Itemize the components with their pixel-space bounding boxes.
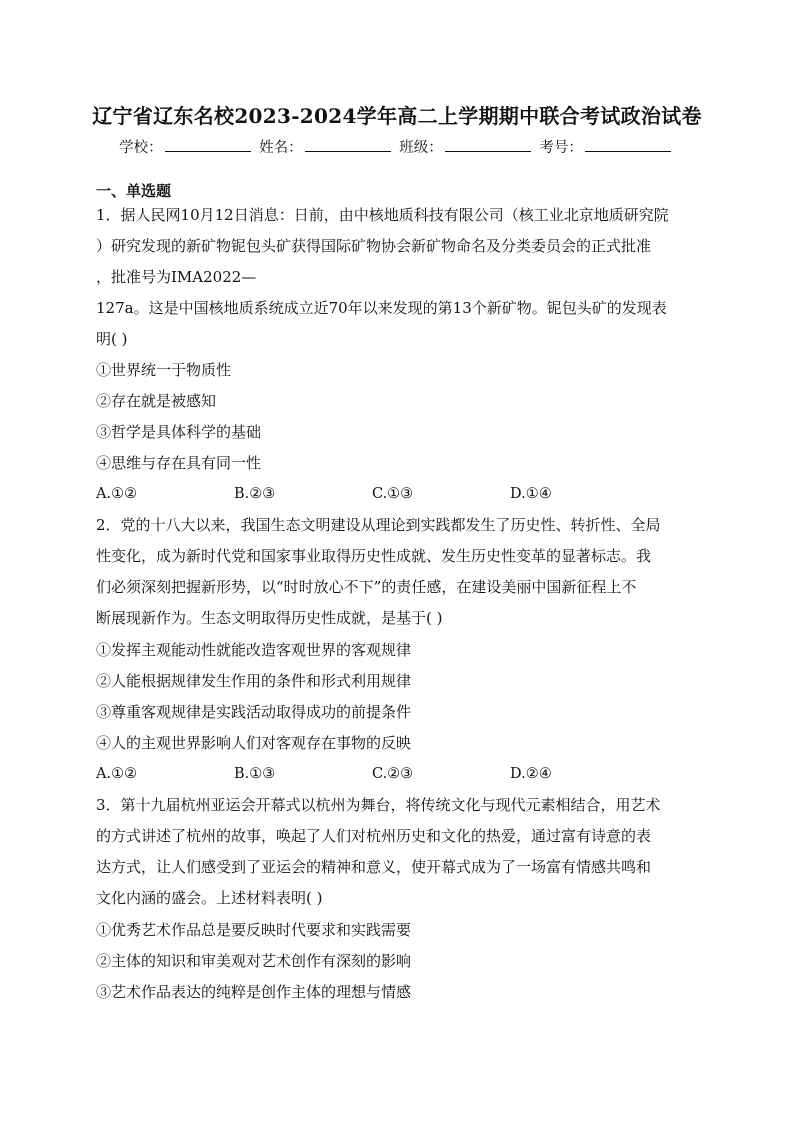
- student-info-row: [0, 136, 794, 157]
- q2-stem-line: 们必须深刻把握新形势，以“时时放心不下”的责任感，在建设美丽中国新征程上不: [96, 578, 637, 596]
- q2-option-a[interactable]: A.①②: [96, 766, 138, 782]
- q1-stem-line: 明( ): [96, 330, 128, 348]
- q3-stem-line: 的方式讲述了杭州的故事，唤起了人们对杭州历史和文化的热爱，通过富有诗意的表: [96, 827, 652, 845]
- q2-stem-line: 性变化，成为新时代党和国家事业取得历史性成就、发生历史性变革的显著标志。我: [96, 547, 652, 565]
- q2-stem-line: 断展现新作为。生态文明取得历史性成就，是基于( ): [96, 609, 443, 627]
- q2-item: ③尊重客观规律是实践活动取得成功的前提条件: [96, 703, 412, 721]
- q3-stem-line: 文化内涵的盛会。上述材料表明( ): [96, 889, 323, 907]
- q3-stem-line: 达方式，让人们感受到了亚运会的精神和意义，使开幕式成为了一场富有情感共鸣和: [96, 858, 652, 876]
- q1-stem-line: ）研究发现的新矿物铌包头矿获得国际矿物协会新矿物命名及分类委员会的正式批准: [96, 237, 652, 255]
- q1-option-d[interactable]: D.①④: [510, 486, 552, 502]
- q1-stem-line: 127a。这是中国核地质系统成立近70年以来发现的第13个新矿物。铌包头矿的发现表: [96, 299, 667, 317]
- q1-item: ①世界统一于物质性: [96, 361, 232, 379]
- name-blank[interactable]: [305, 137, 391, 152]
- section-heading: 一、单选题: [96, 182, 172, 200]
- class-blank[interactable]: [445, 137, 531, 152]
- q1-item: ③哲学是具体科学的基础: [96, 423, 262, 441]
- q2-item: ④人的主观世界影响人们对客观存在事物的反映: [96, 734, 412, 752]
- q1-item: ②存在就是被感知: [96, 392, 217, 410]
- q1-stem-line: ，批准号为IMA2022—: [96, 268, 257, 286]
- school-blank[interactable]: [165, 137, 251, 152]
- q1-item: ④思维与存在具有同一性: [96, 454, 262, 472]
- class-label: 班级：: [399, 140, 443, 156]
- q2-stem-line: 2．党的十八大以来，我国生态文明建设从理论到实践都发生了历史性、转折性、全局: [96, 516, 661, 534]
- q3-item: ③艺术作品表达的纯粹是创作主体的理想与情感: [96, 983, 412, 1001]
- exam-number-label: 考号：: [539, 140, 583, 156]
- q3-stem-line: 3．第十九届杭州亚运会开幕式以杭州为舞台，将传统文化与现代元素相结合，用艺术: [96, 796, 661, 814]
- q3-item: ①优秀艺术作品总是要反映时代要求和实践需要: [96, 921, 412, 939]
- q2-option-d[interactable]: D.②④: [510, 766, 552, 782]
- q1-option-b[interactable]: B.②③: [234, 486, 276, 502]
- q2-option-b[interactable]: B.①③: [234, 766, 276, 782]
- q2-item: ①发挥主观能动性就能改造客观世界的客观规律: [96, 641, 412, 659]
- name-label: 姓名：: [259, 140, 303, 156]
- exam-number-blank[interactable]: [585, 137, 671, 152]
- q2-option-c[interactable]: C.②③: [372, 766, 414, 782]
- q1-option-a[interactable]: A.①②: [96, 486, 138, 502]
- q1-stem-line: 1．据人民网10月12日消息：日前，由中核地质科技有限公司（核工业北京地质研究院: [96, 206, 669, 224]
- q2-item: ②人能根据规律发生作用的条件和形式利用规律: [96, 672, 412, 690]
- school-label: 学校：: [119, 140, 163, 156]
- exam-title: 辽宁省辽东名校2023-2024学年高二上学期期中联合考试政治试卷: [92, 104, 702, 128]
- q3-item: ②主体的知识和审美观对艺术创作有深刻的影响: [96, 952, 412, 970]
- q1-option-c[interactable]: C.①③: [372, 486, 414, 502]
